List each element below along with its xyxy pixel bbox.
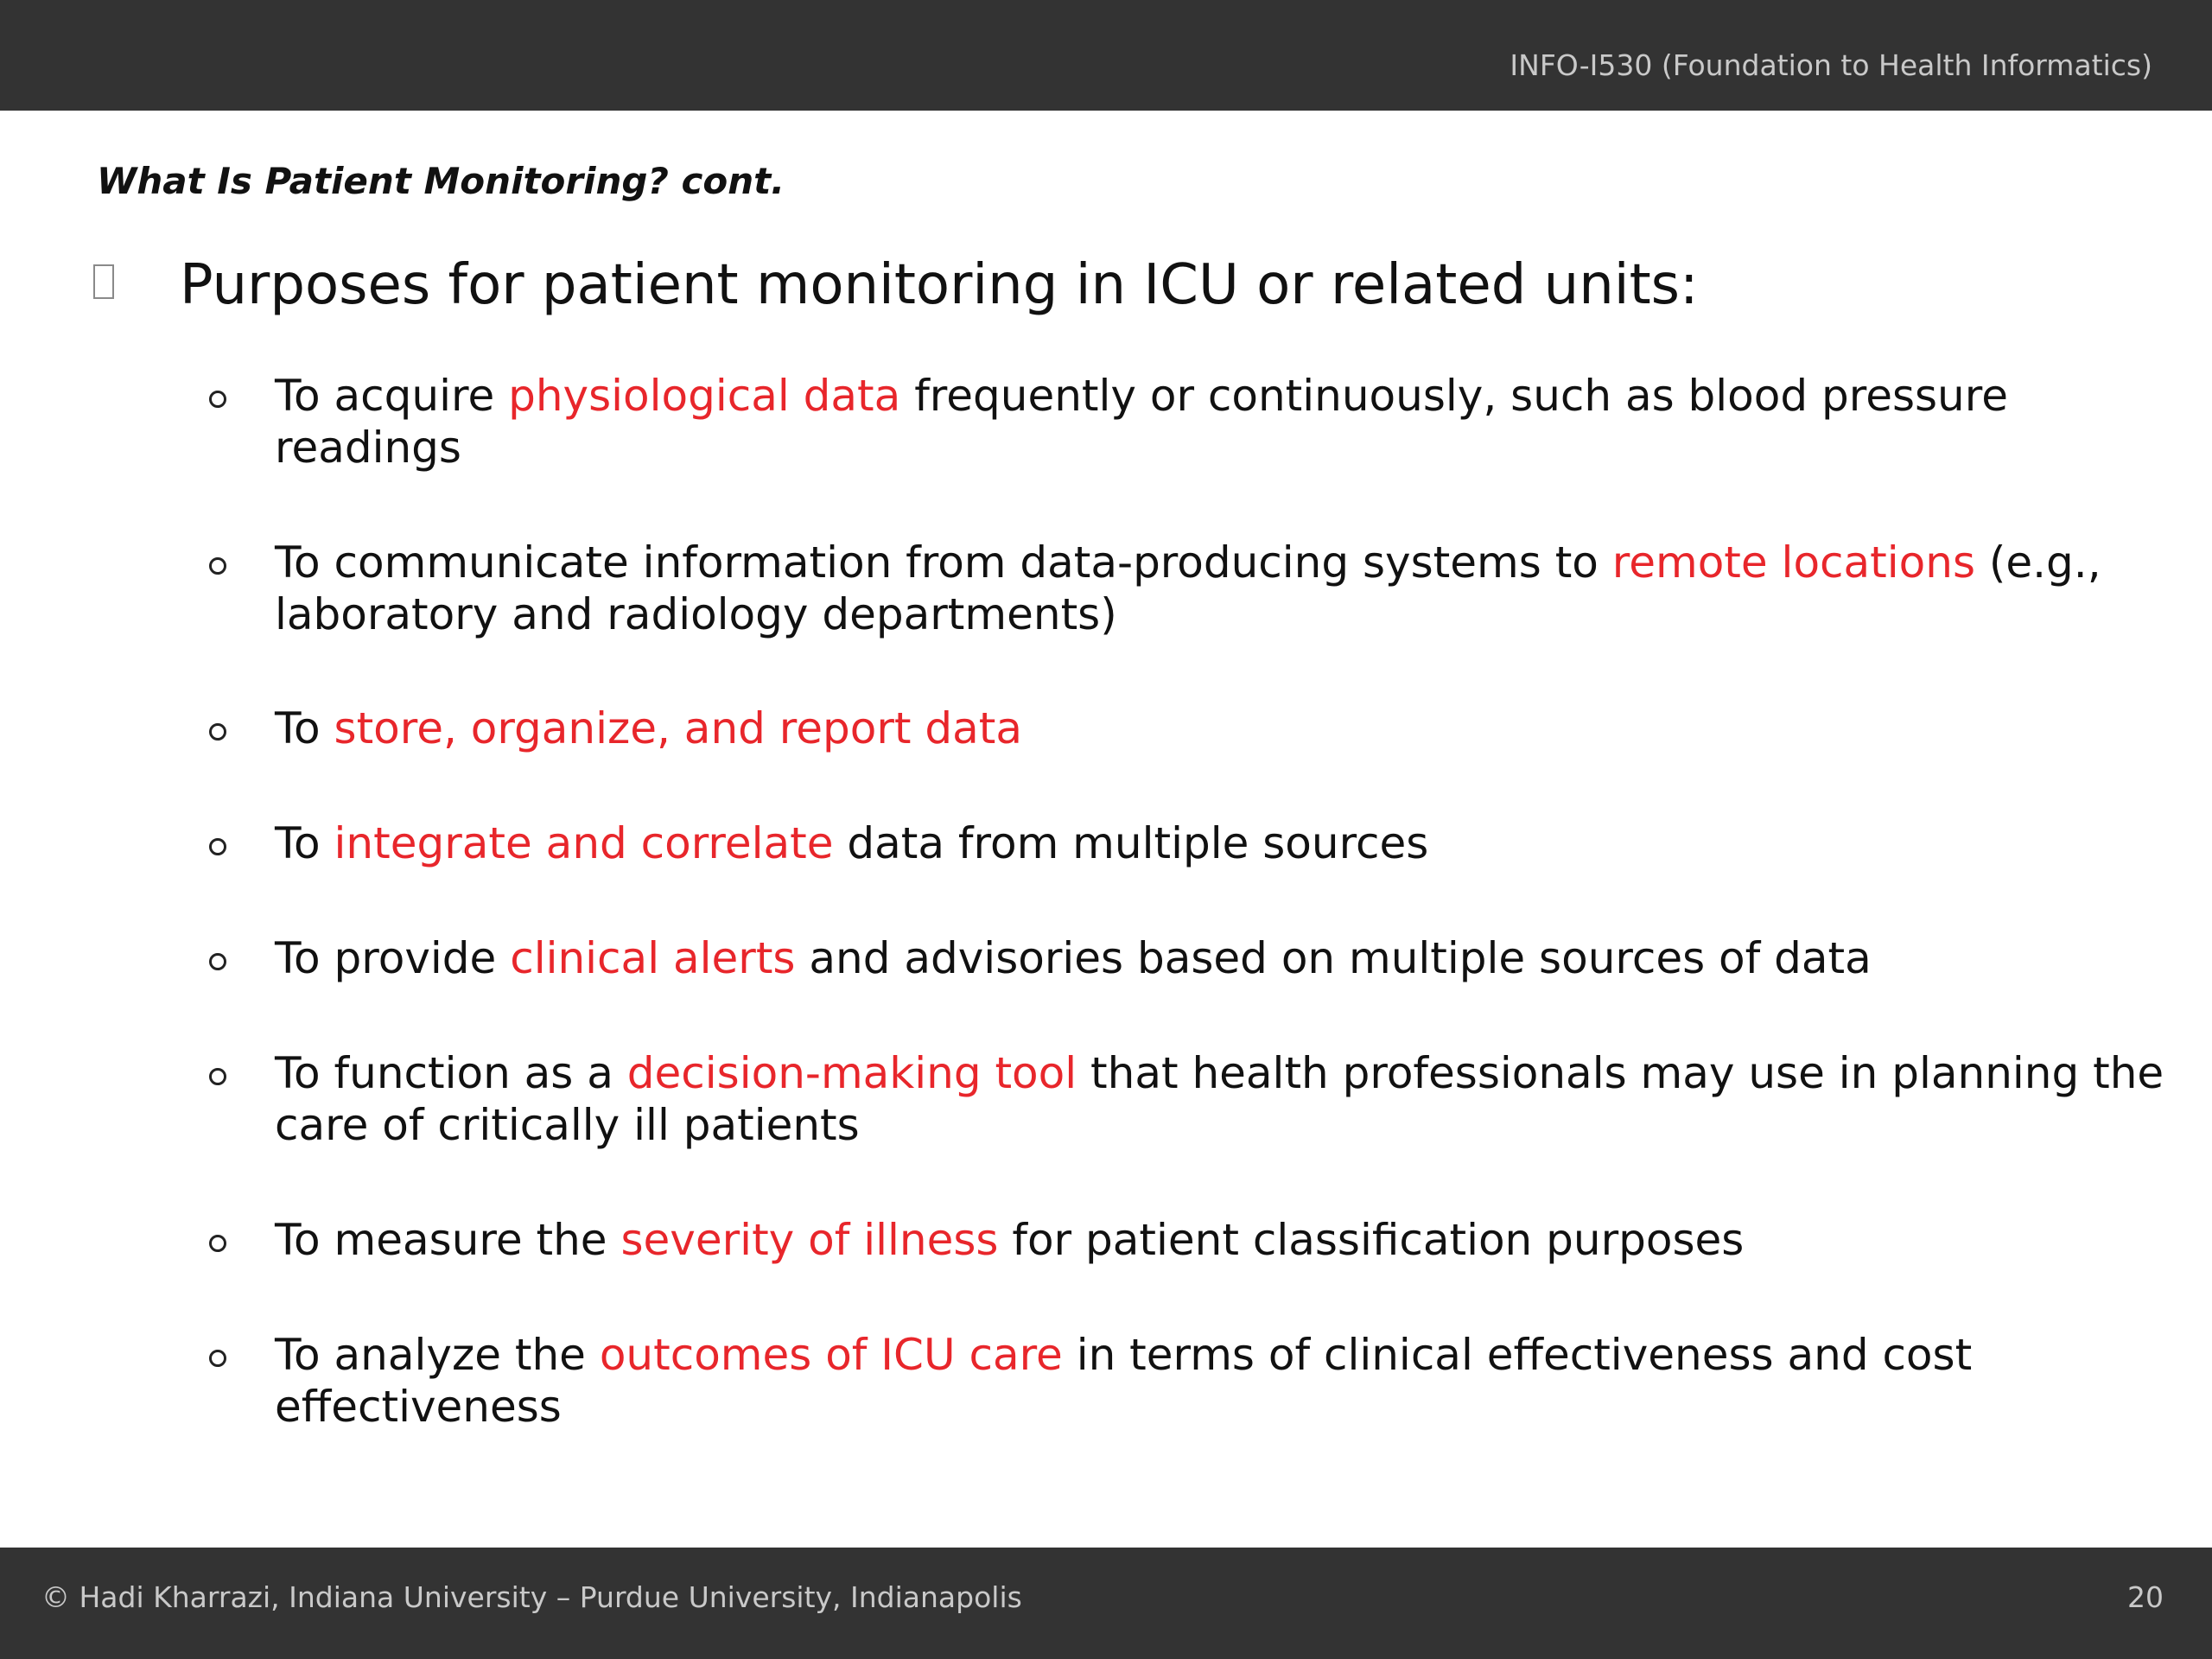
item-text-before: To communicate information from data-producing systems to [275, 537, 1612, 588]
list-item-text [275, 1047, 2176, 1151]
circle-bullet-icon [209, 723, 226, 741]
item-text-after: and advisories based on multiple sources of data [795, 933, 1872, 983]
list-item-text [275, 1329, 2176, 1433]
item-text-after: that health professionals may use in planning the care of critically ill patients [275, 1048, 2164, 1150]
item-text-after: data from multiple sources [833, 818, 1429, 868]
circle-bullet-icon [209, 953, 226, 970]
circle-bullet-icon [209, 391, 226, 408]
circle-bullet-icon [209, 557, 226, 575]
list-item-text [275, 370, 2176, 474]
circle-bullet-icon [209, 1068, 226, 1085]
list-item-text [275, 537, 2176, 640]
page-number: 20 [2127, 1580, 2164, 1614]
item-text-after: for patient classification purposes [998, 1215, 1745, 1265]
item-highlight: store, organize, and report data [334, 703, 1022, 753]
circle-bullet-icon [209, 1350, 226, 1367]
list-item-text [275, 1214, 2176, 1266]
main-bullet-text: Purposes for patient monitoring in ICU or related units: [180, 253, 1699, 317]
item-text-before: To [275, 818, 334, 868]
item-highlight: outcomes of ICU care [599, 1330, 1063, 1380]
item-text-before: To [275, 703, 334, 753]
circle-bullet-icon [209, 1235, 226, 1252]
item-text-before: To provide [275, 933, 511, 983]
item-highlight: integrate and correlate [334, 818, 834, 868]
item-text-before: To acquire [275, 371, 509, 421]
slide-title: What Is Patient Monitoring? cont. [97, 160, 785, 202]
item-text-after: frequently or continuously, such as blood pressure readings [275, 371, 2008, 473]
item-highlight: physiological data [508, 371, 901, 421]
circle-bullet-icon [209, 838, 226, 855]
course-label: INFO-I530 (Foundation to Health Informatics) [1510, 48, 2152, 82]
list-item-text [275, 932, 2176, 984]
item-highlight: severity of illness [620, 1215, 999, 1265]
bullet-box-icon [93, 264, 114, 299]
item-highlight: clinical alerts [510, 933, 796, 983]
item-highlight: remote locations [1611, 537, 1975, 588]
list-item-text [275, 702, 2176, 754]
item-text-before: To analyze the [275, 1330, 600, 1380]
item-text-before: To measure the [275, 1215, 621, 1265]
item-highlight: decision-making tool [626, 1048, 1077, 1098]
item-text-before: To function as a [275, 1048, 627, 1098]
header-bar [0, 0, 2212, 111]
item-text-after: in terms of clinical effectiveness and cost effectiveness [275, 1330, 1973, 1432]
footer-copyright: © Hadi Kharrazi, Indiana University – Purdue University, Indianapolis [41, 1580, 1022, 1614]
main-bullet [93, 251, 2150, 320]
list-item-text [275, 817, 2176, 869]
item-text-after: (e.g., laboratory and radiology departments) [275, 537, 2101, 639]
